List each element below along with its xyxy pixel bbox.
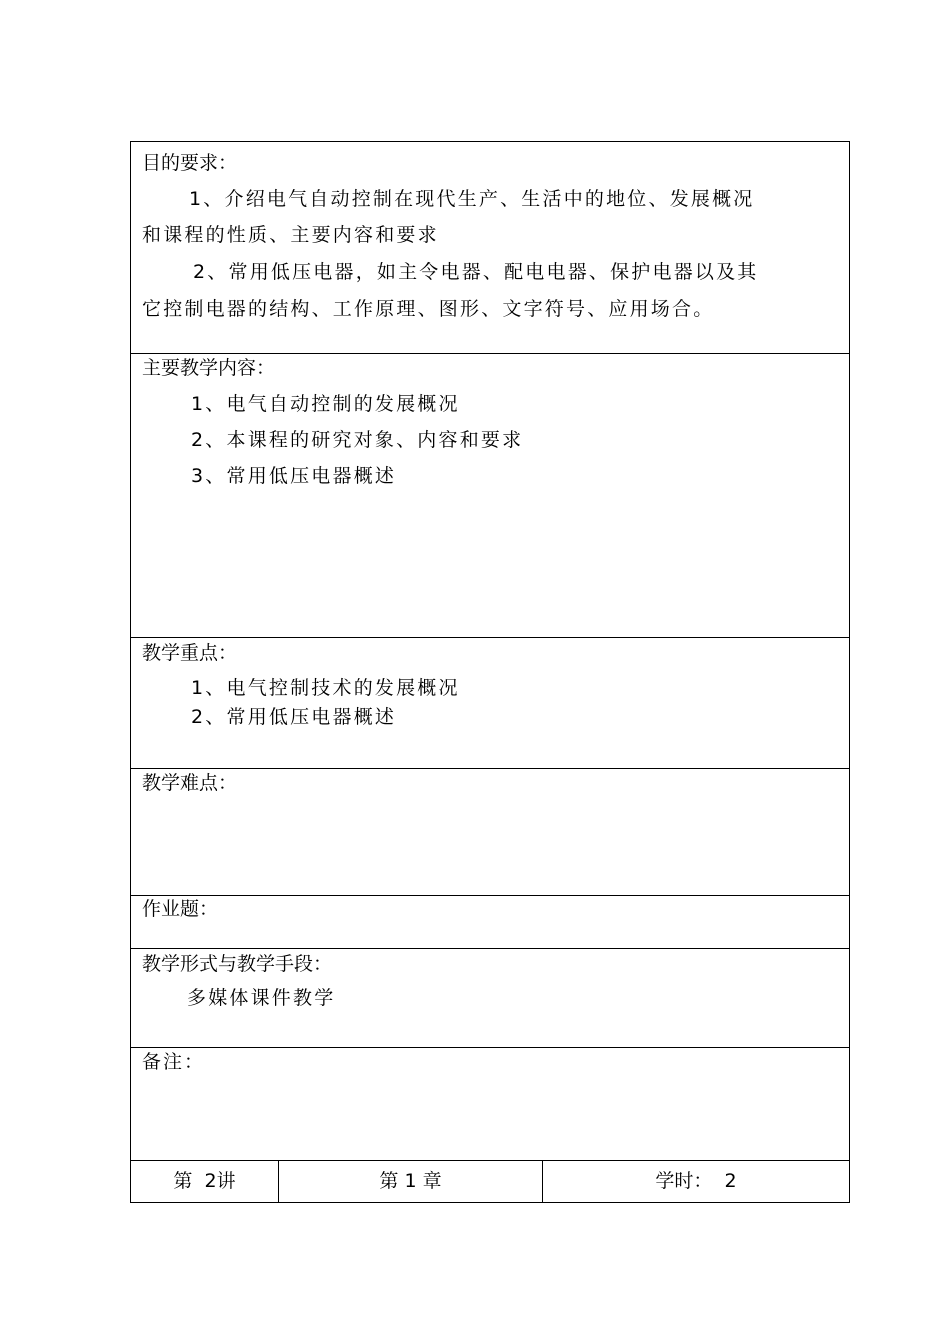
methods-heading: 教学形式与教学手段： [142, 953, 333, 975]
content-heading: 主要教学内容： [142, 357, 276, 379]
lesson-plan-table [130, 141, 850, 1203]
objectives-line-4: 它控制电器的结构、工作原理、图形、文字符号、应用场合。 [142, 298, 715, 320]
objectives-section [131, 142, 849, 354]
difficulties-heading: 教学难点： [142, 772, 238, 794]
remarks-heading: 备注： [142, 1051, 206, 1073]
objectives-line-1: 1、介绍电气自动控制在现代生产、生活中的地位、发展概况 [189, 188, 755, 210]
lecture-number-cell: 第 2讲 [131, 1161, 279, 1202]
key-points-line-2: 2、常用低压电器概述 [191, 706, 397, 728]
class-hours-cell: 学时： 2 [655, 1170, 737, 1192]
content-line-1: 1、电气自动控制的发展概况 [191, 393, 460, 415]
homework-section [131, 896, 849, 949]
objectives-line-3: 2、常用低压电器，如主令电器、配电电器、保护电器以及其 [193, 261, 759, 283]
key-points-line-1: 1、电气控制技术的发展概况 [191, 677, 460, 699]
objectives-line-2: 和课程的性质、主要内容和要求 [142, 224, 439, 246]
footer-row [131, 1161, 849, 1202]
key-points-section [131, 638, 849, 769]
content-line-2: 2、本课程的研究对象、内容和要求 [191, 429, 524, 451]
remarks-section [131, 1048, 849, 1161]
key-points-heading: 教学重点： [142, 642, 238, 664]
difficulties-section [131, 769, 849, 896]
content-section [131, 354, 849, 638]
objectives-heading: 目的要求： [142, 152, 238, 174]
chapter-cell: 第 1 章 [279, 1161, 543, 1202]
methods-line-1: 多媒体课件教学 [187, 987, 336, 1009]
homework-heading: 作业题： [142, 898, 219, 920]
content-line-3: 3、常用低压电器概述 [191, 465, 397, 487]
methods-section [131, 949, 849, 1048]
